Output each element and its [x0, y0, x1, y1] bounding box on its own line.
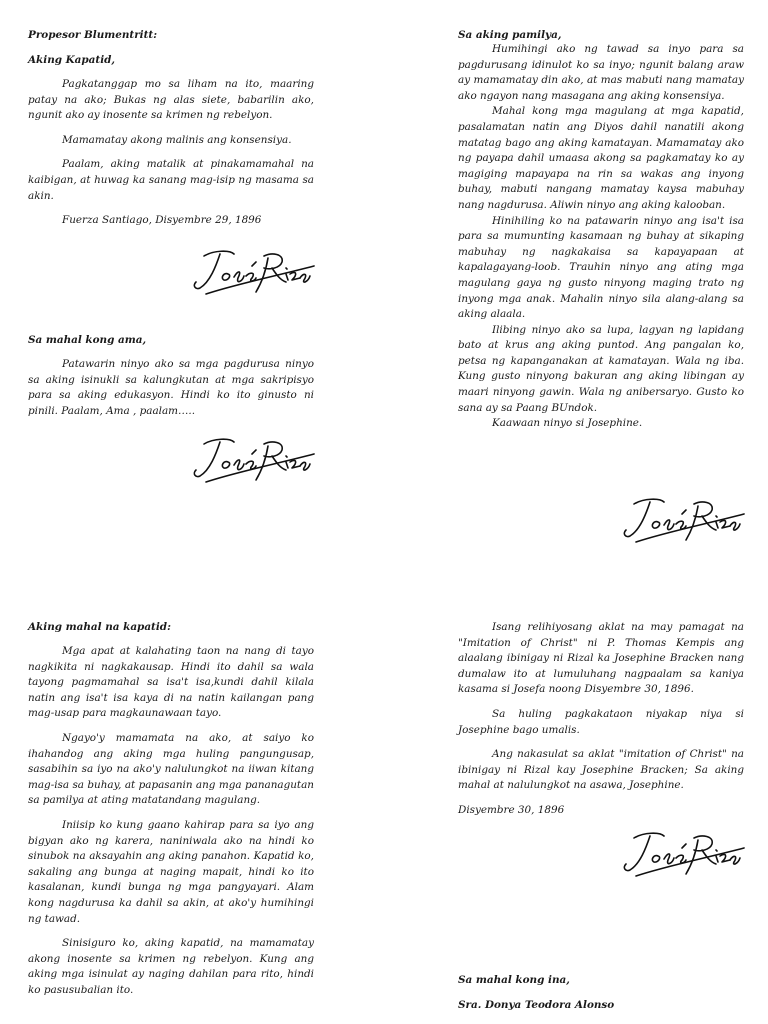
letter-ama	[28, 333, 314, 419]
paragraph: Mamamatay akong malinis ang konsensiya.	[62, 133, 292, 146]
letter-pamilya	[458, 28, 744, 432]
letter-ina	[458, 973, 744, 1012]
signature-icon	[616, 826, 746, 882]
paragraph: Iniisip ko kung gaano kahirap para sa iyo ang bigyan ako ng karera, naniniwala ako na hindi ko sinubok na aksayahin ang aking panahon. Kapatid ko, sakaling ang bunga at naging mapait, hindi ko ito kasalanan, kundi bunga ng mga pangyayari. Alam kong nagdurusa ka dahil sa akin, at ako'y humihingi ng tawad.	[28, 818, 314, 925]
signature-icon	[186, 244, 316, 300]
paragraph: Ngayo'y mamamata na ako, at saiyo ko ihahandog ang aking mga huling pangungusap, sasabihin sa iyo na ako'y nalulungkot na iiwan kitang mag-isa sa buhay, at papasanin ang mga pananagutan sa pamilya at ating matatandang magulang.	[28, 731, 314, 807]
signature-icon	[186, 432, 316, 488]
josephine-note	[458, 620, 744, 819]
paragraph: Mga apat at kalahating taon na nang di tayo nagkikita ni nagkakausap. Hindi ito dahil sa wala tayong pagmamahal sa isa't isa,kundi dahil kilala natin ang isa't isa kaya di na natin kailangan pang mag-usap para magkaunawaan tayo.	[28, 645, 314, 720]
paragraph: Isang relihiyosang aklat na may pamagat na "Imitation of Christ" ni P. Thomas Kempis ang alaalang ibinigay ni Rizal ka Josephine Bracken nang dumalaw ito at lumuluhang nagpaalam sa kaniya kasama si Josefa noong Disyembre 30, 1896.	[458, 621, 744, 696]
signature-image	[616, 826, 746, 882]
paragraph: Kaawaan ninyo si Josephine.	[492, 417, 643, 430]
letter-kapatid	[28, 620, 314, 998]
paragraph: Hinihiling ko na patawarin ninyo ang isa't isa para sa mumunting kasamaan ng buhay at sikaping mabuhay ng nagkakaisa sa kapayapaan at kapalagayang-loob. Trauhin ninyo ang ating mga magulang gaya ng gusto ninyong maging trato ng inyong mga anak. Mahalin ninyo sila alang-alang sa aking alaala.	[458, 214, 744, 321]
paragraph: Humihingi ako ng tawad sa inyo para sa pagdurusang idinulot ko sa inyo; ngunit balang araw ay mamamatay din ako, at mas mabuti nang mamatay ako ngayon nang masagana ang aking konsensiya.	[458, 43, 744, 102]
paragraph: Ang nakasulat sa aklat "imitation of Christ" na ibinigay ni Rizal kay Josephine Bracken; Sa aking mahal at nalulungkot na asawa, Josephine.	[458, 748, 744, 792]
signature-image	[616, 492, 746, 548]
letter-blumentritt	[28, 28, 314, 229]
letter-heading: Sa mahal kong ama,	[28, 334, 147, 346]
signature-image	[186, 244, 316, 300]
dateline: Fuerza Santiago, Disyembre 29, 1896	[62, 214, 262, 227]
paragraph: Sa huling pagkakataon niyakap niya si Josephine bago umalis.	[458, 707, 744, 736]
recipient-line: Propesor Blumentritt:	[28, 29, 158, 41]
greeting: Aking Kapatid,	[28, 54, 116, 66]
signature-image	[186, 432, 316, 488]
paragraph: Sinisiguro ko, aking kapatid, na mamamatay akong inosente sa krimen ng rebelyon. Kung ang aking mga isinulat ay naging dahilan para rito, hindi ko pasusubalian ito.	[28, 937, 314, 996]
letter-heading: Aking mahal na kapatid:	[28, 621, 171, 633]
paragraph: Patawarin ninyo ako sa mga pagdurusa ninyo sa aking isinukli sa kalungkutan at mga sakripisyo para sa aking edukasyon. Hindi ko ito ginusto ni pinili. Paalam, Ama , paalam…..	[28, 358, 314, 417]
letter-heading: Sa aking pamilya,	[458, 29, 562, 41]
paragraph: Pagkatanggap mo sa liham na ito, maaring patay na ako; Bukas ng alas siete, babarilin ako, ngunit ako ay inosente sa krimen ng rebelyon.	[28, 78, 314, 122]
dateline: Disyembre 30, 1896	[458, 803, 565, 816]
paragraph: Ilibing ninyo ako sa lupa, lagyan ng lapidang bato at krus ang aking puntod. Ang pangalan ko, petsa ng kapanganakan at kamatayan. Wala ng iba. Kung gusto ninyong bakuran ang aking libingan ay maari ninyong gawin. Wala ng anibersaryo. Gusto ko sana ay sa Paang BUndok.	[458, 323, 744, 414]
letter-subheading: Sra. Donya Teodora Alonso	[458, 999, 615, 1011]
paragraph: Mahal kong mga magulang at mga kapatid, pasalamatan natin ang Diyos dahil nanatili akong matatag bago ang aking kamatayan. Mamamatay ako ng payapa dahil umaasa akong sa pagkamatay ko ay magiging mapayapa na rin sa wakas ang inyong buhay, mabuti nangang mamatay kaysa mabuhay nang nagdurusa. Aliwin ninyo ang aking kalooban.	[458, 105, 744, 211]
paragraph: Paalam, aking matalik at pinakamamahal na kaibigan, at huwag ka sanang mag-isip ng masama sa akin.	[28, 158, 314, 202]
letter-heading: Sa mahal kong ina,	[458, 974, 570, 986]
signature-icon	[616, 492, 746, 548]
